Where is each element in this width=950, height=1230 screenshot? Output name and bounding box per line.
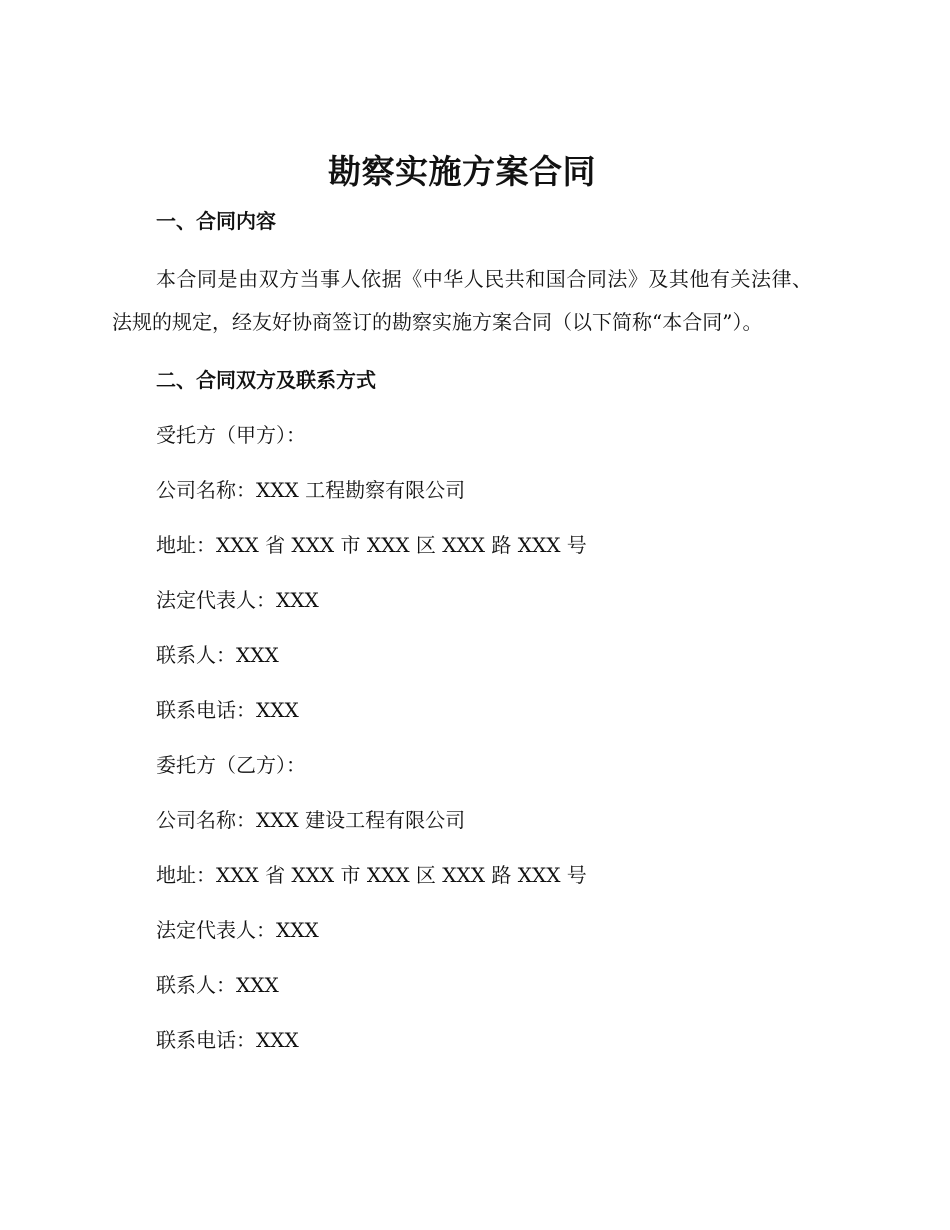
party-b-contact: 联系人：XXX — [156, 973, 279, 997]
party-a-phone: 联系电话：XXX — [156, 698, 299, 722]
party-a-contact: 联系人：XXX — [156, 643, 279, 667]
section-heading-contract-content: 一、合同内容 — [156, 209, 276, 233]
party-b-phone: 联系电话：XXX — [156, 1028, 299, 1052]
party-b-label: 委托方（乙方）： — [156, 753, 306, 777]
party-b-company: 公司名称：XXX 建设工程有限公司 — [156, 808, 466, 832]
party-b-address: 地址：XXX 省 XXX 市 XXX 区 XXX 路 XXX 号 — [156, 863, 587, 887]
document-title: 勘察实施方案合同 — [328, 152, 596, 191]
party-b-legal-rep: 法定代表人：XXX — [156, 918, 319, 942]
party-a-legal-rep: 法定代表人：XXX — [156, 588, 319, 612]
contract-intro-paragraph: 本合同是由双方当事人依据《中华人民共和国合同法》及其他有关法律、法规的规定，经友好协商签订的勘察实施方案合同（以下简称“本合同”）。 — [112, 267, 812, 334]
section-heading-parties: 二、合同双方及联系方式 — [156, 368, 376, 392]
party-a-label: 受托方（甲方）： — [156, 423, 306, 447]
party-a-address: 地址：XXX 省 XXX 市 XXX 区 XXX 路 XXX 号 — [156, 533, 587, 557]
document-page — [112, 150, 812, 1054]
party-a-company: 公司名称：XXX 工程勘察有限公司 — [156, 478, 466, 502]
